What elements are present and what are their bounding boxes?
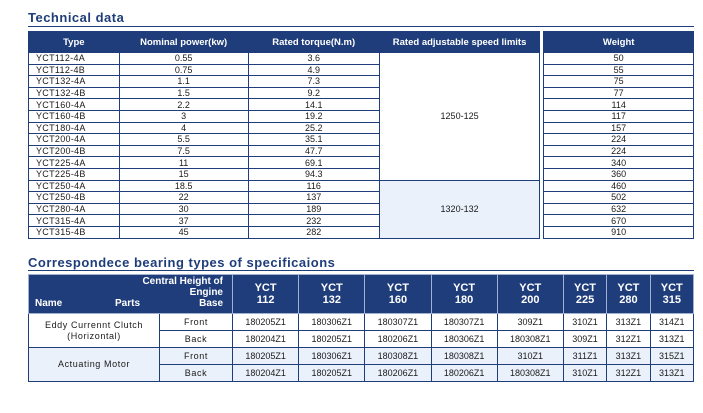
nominal-power-cell: 3	[119, 110, 248, 122]
nominal-power-cell: 45	[119, 226, 248, 238]
tech-row	[29, 157, 694, 169]
rated-torque-cell: 282	[248, 226, 379, 238]
rated-torque-cell: 116	[248, 180, 379, 192]
weight-cell: 670	[544, 215, 694, 227]
bearing-value-cell: 313Z1	[607, 348, 650, 365]
bearing-value-cell: 312Z1	[607, 331, 650, 348]
nominal-power-cell: 1.1	[119, 76, 248, 88]
weight-cell: 117	[544, 110, 694, 122]
bearing-value-cell: 180205Z1	[299, 331, 365, 348]
tech-row	[29, 203, 694, 215]
technical-data-header-row	[29, 32, 694, 53]
tech-row	[29, 64, 694, 76]
bearing-value-cell: 180308Z1	[431, 348, 497, 365]
column-series: YCT	[660, 282, 683, 294]
tech-row	[29, 226, 694, 238]
bearing-column-header	[497, 275, 563, 314]
column-series: YCT	[519, 282, 542, 294]
type-cell: YCT132-4A	[29, 76, 120, 88]
column-series: YCT	[254, 282, 277, 294]
nominal-power-cell: 5.5	[119, 134, 248, 146]
column-series: YCT	[453, 282, 476, 294]
bearing-value-cell: 313Z1	[650, 331, 693, 348]
bearing-value-cell: 180205Z1	[233, 314, 299, 331]
type-cell: YCT280-4A	[29, 203, 120, 215]
title-underline	[28, 26, 694, 27]
corner-central-height: Central Height of	[142, 276, 223, 287]
tech-row	[29, 215, 694, 227]
bearing-part-cell: Front	[160, 314, 233, 331]
bearing-types-title: Correspondece bearing types of specificaions	[28, 255, 336, 270]
bearing-value-cell: 315Z1	[650, 348, 693, 365]
type-cell: YCT315-4B	[29, 226, 120, 238]
bearing-value-cell: 180308Z1	[497, 331, 563, 348]
nominal-power-cell: 7.5	[119, 145, 248, 157]
type-cell: YCT160-4B	[29, 110, 120, 122]
tech-row	[29, 192, 694, 204]
rated-torque-cell: 3.6	[248, 53, 379, 65]
bearing-value-cell: 180306Z1	[431, 331, 497, 348]
nominal-power-cell: 22	[119, 192, 248, 204]
tech-row	[29, 180, 694, 192]
corner-name: Name	[35, 298, 63, 309]
bearing-title-underline	[28, 270, 694, 271]
rated-torque-cell: 137	[248, 192, 379, 204]
weight-cell: 340	[544, 157, 694, 169]
rated-torque-cell: 9.2	[248, 87, 379, 99]
tech-row	[29, 168, 694, 180]
nominal-power-cell: 4	[119, 122, 248, 134]
rated-torque-cell: 7.3	[248, 76, 379, 88]
bearing-value-cell: 313Z1	[650, 365, 693, 382]
weight-cell: 224	[544, 134, 694, 146]
corner-base: Base	[199, 298, 223, 309]
rated-torque-cell: 35.1	[248, 134, 379, 146]
type-cell: YCT200-4B	[29, 145, 120, 157]
header-rated-torque: Rated torque(N.m)	[248, 32, 379, 53]
bearing-value-cell: 180205Z1	[233, 348, 299, 365]
bearing-value-cell: 180206Z1	[365, 365, 431, 382]
nominal-power-cell: 0.75	[119, 64, 248, 76]
bearing-row	[29, 314, 694, 331]
column-height: 225	[575, 294, 595, 306]
bearing-name-cell: Eddy Currennt Clutch (Horizontal)	[29, 314, 160, 348]
weight-cell: 114	[544, 99, 694, 111]
weight-cell: 77	[544, 87, 694, 99]
bearing-value-cell: 180205Z1	[299, 365, 365, 382]
rated-torque-cell: 47.7	[248, 145, 379, 157]
bearing-value-cell: 310Z1	[563, 365, 606, 382]
technical-data-title: Technical data	[28, 10, 125, 25]
bearing-value-cell: 180306Z1	[299, 314, 365, 331]
rated-torque-cell: 189	[248, 203, 379, 215]
type-cell: YCT112-4B	[29, 64, 120, 76]
header-weight: Weight	[544, 32, 694, 53]
bearing-value-cell: 313Z1	[607, 314, 650, 331]
type-cell: YCT250-4B	[29, 192, 120, 204]
tech-row	[29, 122, 694, 134]
nominal-power-cell: 18.5	[119, 180, 248, 192]
corner-engine: Engine	[189, 287, 223, 298]
weight-cell: 75	[544, 76, 694, 88]
technical-data-table	[28, 31, 694, 239]
column-height: 200	[521, 294, 540, 306]
bearing-value-cell: 312Z1	[607, 365, 650, 382]
rated-torque-cell: 25.2	[248, 122, 379, 134]
column-series: YCT	[574, 282, 597, 294]
weight-cell: 460	[544, 180, 694, 192]
bearing-column-header	[607, 275, 650, 314]
nominal-power-cell: 2.2	[119, 99, 248, 111]
weight-cell: 502	[544, 192, 694, 204]
bearing-column-header	[431, 275, 497, 314]
type-cell: YCT250-4A	[29, 180, 120, 192]
technical-data-body	[29, 53, 694, 239]
bearing-value-cell: 180204Z1	[233, 365, 299, 382]
weight-cell: 360	[544, 168, 694, 180]
column-series: YCT	[386, 282, 409, 294]
rated-torque-cell: 19.2	[248, 110, 379, 122]
weight-cell: 910	[544, 226, 694, 238]
bearing-value-cell: 180206Z1	[431, 365, 497, 382]
bearing-header-row	[29, 275, 694, 314]
nominal-power-cell: 37	[119, 215, 248, 227]
type-cell: YCT315-4A	[29, 215, 120, 227]
bearing-part-cell: Front	[160, 348, 233, 365]
weight-cell: 632	[544, 203, 694, 215]
bearing-name-cell: Actuating Motor	[29, 348, 160, 382]
nominal-power-cell: 0.55	[119, 53, 248, 65]
nominal-power-cell: 30	[119, 203, 248, 215]
column-series: YCT	[320, 282, 343, 294]
weight-cell: 224	[544, 145, 694, 157]
weight-cell: 55	[544, 64, 694, 76]
bearing-value-cell: 309Z1	[497, 314, 563, 331]
bearing-row	[29, 348, 694, 365]
type-cell: YCT225-4B	[29, 168, 120, 180]
bearing-column-header	[563, 275, 606, 314]
bearing-value-cell: 180308Z1	[365, 348, 431, 365]
type-cell: YCT112-4A	[29, 53, 120, 65]
type-cell: YCT180-4A	[29, 122, 120, 134]
bearing-value-cell: 180308Z1	[497, 365, 563, 382]
bearing-part-cell: Back	[160, 331, 233, 348]
bearing-value-cell: 180206Z1	[365, 331, 431, 348]
bearing-value-cell: 310Z1	[497, 348, 563, 365]
column-series: YCT	[617, 282, 640, 294]
bearing-types-table	[28, 274, 694, 382]
corner-parts: Parts	[115, 298, 141, 309]
bearing-value-cell: 180306Z1	[299, 348, 365, 365]
bearing-value-cell: 309Z1	[563, 331, 606, 348]
rated-torque-cell: 69.1	[248, 157, 379, 169]
rated-torque-cell: 14.1	[248, 99, 379, 111]
tech-row	[29, 134, 694, 146]
weight-cell: 157	[544, 122, 694, 134]
bearing-value-cell: 310Z1	[563, 314, 606, 331]
type-cell: YCT132-4B	[29, 87, 120, 99]
bearing-column-header	[650, 275, 693, 314]
column-height: 112	[256, 294, 275, 306]
rated-torque-cell: 94.3	[248, 168, 379, 180]
type-cell: YCT200-4A	[29, 134, 120, 146]
type-cell: YCT160-4A	[29, 99, 120, 111]
bearing-value-cell: 314Z1	[650, 314, 693, 331]
header-speed-limits: Rated adjustable speed limits	[379, 32, 540, 53]
weight-cell: 50	[544, 53, 694, 65]
rated-torque-cell: 232	[248, 215, 379, 227]
tech-row	[29, 87, 694, 99]
speed-limit-cell: 1320-132	[379, 180, 540, 238]
bearing-value-cell: 180307Z1	[431, 314, 497, 331]
header-nominal-power: Nominal power(kw)	[119, 32, 248, 53]
column-height: 160	[388, 294, 408, 306]
tech-row	[29, 110, 694, 122]
bearing-column-header	[365, 275, 431, 314]
column-height: 315	[662, 294, 681, 306]
tech-row	[29, 99, 694, 111]
bearing-types-body	[29, 314, 694, 382]
bearing-value-cell: 180204Z1	[233, 331, 299, 348]
nominal-power-cell: 1.5	[119, 87, 248, 99]
nominal-power-cell: 11	[119, 157, 248, 169]
bearing-column-header	[233, 275, 299, 314]
tech-row	[29, 53, 694, 65]
bearing-value-cell: 311Z1	[563, 348, 606, 365]
tech-row	[29, 76, 694, 88]
bearing-column-header	[299, 275, 365, 314]
bearing-corner-header	[29, 275, 233, 314]
column-height: 132	[322, 294, 341, 306]
speed-limit-cell: 1250-125	[379, 53, 540, 181]
column-height: 280	[619, 294, 638, 306]
bearing-value-cell: 180307Z1	[365, 314, 431, 331]
rated-torque-cell: 4.9	[248, 64, 379, 76]
header-type: Type	[29, 32, 120, 53]
type-cell: YCT225-4A	[29, 157, 120, 169]
column-height: 180	[454, 294, 474, 306]
bearing-part-cell: Back	[160, 365, 233, 382]
nominal-power-cell: 15	[119, 168, 248, 180]
tech-row	[29, 145, 694, 157]
